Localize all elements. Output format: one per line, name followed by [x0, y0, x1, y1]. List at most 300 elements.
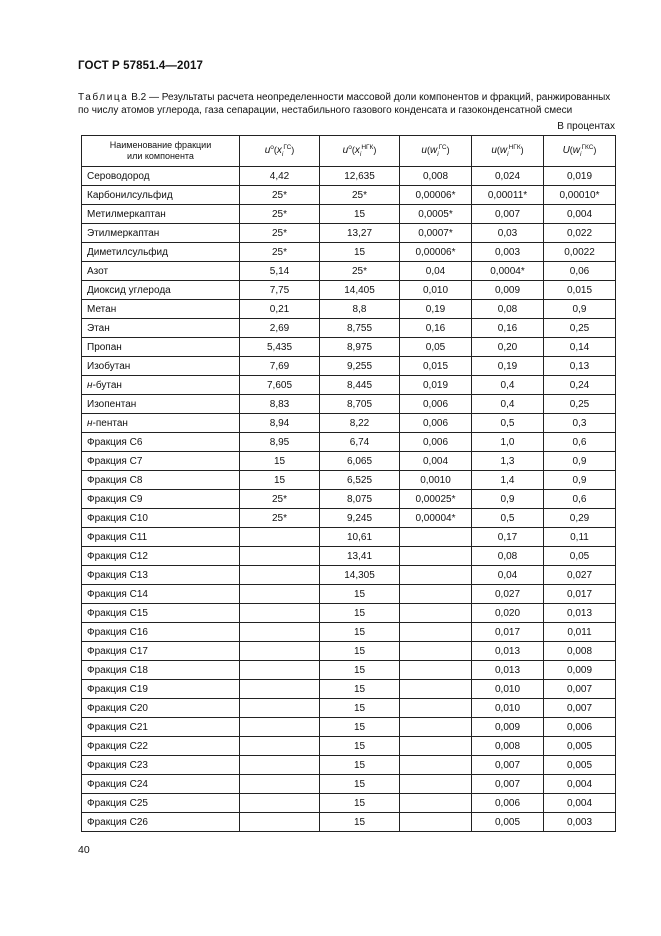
row-value-cell: 0,013	[472, 661, 544, 680]
row-name-cell	[82, 604, 240, 623]
row-value-cell: 0,9	[544, 300, 616, 319]
row-value-cell: 0,05	[544, 547, 616, 566]
row-value-cell: 8,075	[320, 490, 400, 509]
table-row	[82, 528, 616, 547]
results-table	[81, 135, 616, 832]
row-value-cell: 0,007	[544, 699, 616, 718]
row-value-cell: 25*	[240, 509, 320, 528]
header-sup: ГС	[438, 144, 447, 152]
row-value-cell: 0,00025*	[400, 490, 472, 509]
row-value-cell: 0,008	[544, 642, 616, 661]
row-value-cell: 15	[320, 623, 400, 642]
row-value-cell	[240, 642, 320, 661]
row-value-cell: 15	[240, 452, 320, 471]
row-value-cell: 0,20	[472, 338, 544, 357]
row-name: Диметилсульфид	[87, 246, 168, 258]
row-value-cell: 15	[320, 661, 400, 680]
row-value-cell	[240, 623, 320, 642]
row-value-cell: 0,003	[472, 243, 544, 262]
row-value-cell: 0,00006*	[400, 243, 472, 262]
header-sub: i	[507, 150, 509, 158]
header-var: w	[499, 145, 508, 157]
table-row	[82, 281, 616, 300]
row-value-cell: 0,015	[400, 357, 472, 376]
row-value-cell: 0,006	[400, 433, 472, 452]
table-row	[82, 224, 616, 243]
row-value-cell: 0,004	[544, 775, 616, 794]
row-value-cell: 0,003	[544, 813, 616, 832]
header-sup1: о	[348, 144, 352, 152]
row-value-cell: 0,017	[472, 623, 544, 642]
row-name: Фракция С16	[87, 626, 148, 638]
row-value-cell	[400, 813, 472, 832]
row-value-cell: 15	[320, 699, 400, 718]
row-value-cell	[240, 528, 320, 547]
row-name-cell	[82, 243, 240, 262]
row-value-cell: 5,14	[240, 262, 320, 281]
header-col-1	[240, 136, 320, 167]
row-value-cell	[240, 566, 320, 585]
row-value-cell: 0,00004*	[400, 509, 472, 528]
row-value-cell: 25*	[320, 262, 400, 281]
row-value-cell: 13,27	[320, 224, 400, 243]
row-value-cell: 25*	[240, 186, 320, 205]
row-value-cell: 0,6	[544, 433, 616, 452]
row-value-cell: 0,013	[472, 642, 544, 661]
row-value-cell: 0,004	[544, 205, 616, 224]
row-value-cell: 0,0004*	[472, 262, 544, 281]
row-value-cell: 9,255	[320, 357, 400, 376]
row-name: Фракция С21	[87, 721, 148, 733]
table-row	[82, 680, 616, 699]
row-name: Фракция С18	[87, 664, 148, 676]
header-sym: u	[264, 145, 271, 157]
row-value-cell: 1,0	[472, 433, 544, 452]
row-value-cell: 0,19	[472, 357, 544, 376]
row-value-cell: 15	[320, 680, 400, 699]
row-value-cell: 0,010	[472, 680, 544, 699]
row-value-cell: 14,405	[320, 281, 400, 300]
row-value-cell: 0,005	[544, 737, 616, 756]
row-value-cell: 15	[240, 471, 320, 490]
header-sup: ГКС	[581, 144, 594, 152]
table-row	[82, 243, 616, 262]
row-value-cell: 0,25	[544, 319, 616, 338]
row-value-cell: 0,006	[400, 414, 472, 433]
row-value-cell: 8,83	[240, 395, 320, 414]
row-value-cell: 0,006	[544, 718, 616, 737]
header-open: (	[426, 145, 430, 156]
row-value-cell: 8,705	[320, 395, 400, 414]
row-name: Азот	[87, 265, 109, 277]
row-name-cell	[82, 167, 240, 186]
header-sub: i	[359, 150, 362, 158]
row-name: Фракция С20	[87, 702, 148, 714]
header-sup: ГС	[283, 144, 292, 152]
row-name-cell	[82, 471, 240, 490]
row-name: Фракция С14	[87, 588, 148, 600]
row-name-cell	[82, 224, 240, 243]
row-name-prefix: н	[87, 379, 93, 391]
header-sym: u	[342, 145, 349, 157]
row-value-cell: 0,00006*	[400, 186, 472, 205]
row-value-cell: 0,6	[544, 490, 616, 509]
row-value-cell: 6,525	[320, 471, 400, 490]
row-name-cell	[82, 623, 240, 642]
row-value-cell: 0,08	[472, 300, 544, 319]
table-row	[82, 775, 616, 794]
header-name-line2: или компонента	[127, 151, 194, 161]
table-row	[82, 794, 616, 813]
row-name: Фракция С26	[87, 816, 148, 828]
row-value-cell: 5,435	[240, 338, 320, 357]
row-value-cell: 15	[320, 756, 400, 775]
row-name-cell	[82, 376, 240, 395]
row-value-cell: 15	[320, 737, 400, 756]
header-sub: i	[437, 150, 439, 158]
row-value-cell: 8,95	[240, 433, 320, 452]
row-value-cell: 0,03	[472, 224, 544, 243]
table-row	[82, 623, 616, 642]
header-sup1: о	[270, 144, 274, 152]
row-value-cell: 0,005	[544, 756, 616, 775]
row-value-cell: 0,010	[400, 281, 472, 300]
page-number: 40	[78, 844, 90, 856]
row-value-cell	[400, 566, 472, 585]
row-name-cell	[82, 566, 240, 585]
row-value-cell: 0,009	[472, 718, 544, 737]
header-col-2	[320, 136, 400, 167]
header-var: x	[276, 145, 282, 157]
row-value-cell	[400, 661, 472, 680]
row-value-cell: 0,009	[544, 661, 616, 680]
row-name-cell	[82, 680, 240, 699]
row-name: Диоксид углерода	[87, 284, 171, 296]
row-value-cell	[400, 680, 472, 699]
table-row	[82, 471, 616, 490]
row-name-cell	[82, 585, 240, 604]
row-value-cell: 7,605	[240, 376, 320, 395]
table-row	[82, 167, 616, 186]
row-value-cell: 10,61	[320, 528, 400, 547]
row-value-cell: 15	[320, 794, 400, 813]
row-value-cell: 0,017	[544, 585, 616, 604]
row-value-cell	[400, 737, 472, 756]
header-sym: u	[421, 145, 427, 157]
row-value-cell: 1,4	[472, 471, 544, 490]
row-value-cell: 0,015	[544, 281, 616, 300]
caption-number: В.2	[131, 92, 147, 103]
table-row	[82, 395, 616, 414]
table-row	[82, 186, 616, 205]
row-value-cell: 0,5	[472, 414, 544, 433]
row-value-cell: 0,004	[400, 452, 472, 471]
row-value-cell: 8,755	[320, 319, 400, 338]
row-name: Фракция С25	[87, 797, 148, 809]
row-name-cell	[82, 737, 240, 756]
row-value-cell: 0,0007*	[400, 224, 472, 243]
row-value-cell: 0,0010	[400, 471, 472, 490]
row-name: Фракция С22	[87, 740, 148, 752]
caption-text: — Результаты расчета неопределенности массовой доли компонентов и фракций, ранжированных по числу атомов углерода, газа сепарации, нестабильного газового конденсата и газоконденсатной смеси	[78, 92, 611, 116]
table-row	[82, 300, 616, 319]
header-sup: НГК	[361, 144, 374, 152]
table-row	[82, 756, 616, 775]
standard-header: ГОСТ Р 57851.4—2017	[78, 60, 203, 72]
row-value-cell	[400, 623, 472, 642]
row-value-cell: 0,009	[472, 281, 544, 300]
row-name: Изобутан	[87, 360, 131, 372]
row-name-cell	[82, 490, 240, 509]
header-sym: U	[562, 145, 570, 157]
row-name-cell	[82, 452, 240, 471]
row-name-cell	[82, 661, 240, 680]
row-name: Фракция С23	[87, 759, 148, 771]
row-name: Фракция С19	[87, 683, 148, 695]
row-value-cell: 15	[320, 205, 400, 224]
row-name-cell	[82, 699, 240, 718]
row-value-cell	[240, 775, 320, 794]
row-name-cell	[82, 281, 240, 300]
row-value-cell: 0,16	[400, 319, 472, 338]
header-col-3	[400, 136, 472, 167]
table-row	[82, 661, 616, 680]
row-value-cell	[400, 547, 472, 566]
row-value-cell: 15	[320, 585, 400, 604]
table-row	[82, 262, 616, 281]
row-value-cell: 12,635	[320, 167, 400, 186]
row-name-cell	[82, 262, 240, 281]
row-value-cell: 1,3	[472, 452, 544, 471]
table-row	[82, 338, 616, 357]
row-name: -бутан	[92, 379, 122, 391]
row-value-cell: 0,3	[544, 414, 616, 433]
row-value-cell: 15	[320, 642, 400, 661]
row-value-cell	[400, 775, 472, 794]
header-col-5	[544, 136, 616, 167]
row-value-cell	[240, 718, 320, 737]
row-name-cell	[82, 357, 240, 376]
table-row	[82, 699, 616, 718]
row-value-cell: 6,74	[320, 433, 400, 452]
row-value-cell: 8,445	[320, 376, 400, 395]
row-value-cell: 0,24	[544, 376, 616, 395]
header-close: )	[291, 145, 295, 156]
row-value-cell	[240, 547, 320, 566]
row-value-cell: 0,06	[544, 262, 616, 281]
row-value-cell	[240, 813, 320, 832]
header-sub: i	[281, 150, 284, 158]
table-row	[82, 547, 616, 566]
row-name: Этилмеркаптан	[87, 227, 160, 239]
row-value-cell: 0,14	[544, 338, 616, 357]
row-name: Фракция С9	[87, 493, 143, 505]
row-name: Метилмеркаптан	[87, 208, 166, 220]
row-name-cell	[82, 528, 240, 547]
row-value-cell: 15	[320, 243, 400, 262]
header-sym: u	[491, 145, 497, 157]
header-close: )	[520, 145, 524, 156]
row-name: Карбонилсульфид	[87, 189, 173, 201]
row-value-cell: 0,024	[472, 167, 544, 186]
table-row	[82, 433, 616, 452]
header-open: (	[496, 145, 500, 156]
row-value-cell: 0,022	[544, 224, 616, 243]
row-name-cell	[82, 794, 240, 813]
row-name-cell	[82, 509, 240, 528]
row-value-cell: 0,0022	[544, 243, 616, 262]
row-value-cell: 0,005	[472, 813, 544, 832]
table-row	[82, 642, 616, 661]
header-var: w	[429, 145, 438, 157]
row-value-cell	[400, 718, 472, 737]
header-open: (	[569, 145, 573, 156]
row-value-cell: 15	[320, 775, 400, 794]
row-value-cell: 0,008	[472, 737, 544, 756]
row-value-cell: 0,0005*	[400, 205, 472, 224]
row-value-cell: 0,006	[400, 395, 472, 414]
row-value-cell: 15	[320, 604, 400, 623]
row-name: Фракция С7	[87, 455, 143, 467]
row-value-cell: 13,41	[320, 547, 400, 566]
row-name-cell	[82, 395, 240, 414]
row-value-cell: 0,020	[472, 604, 544, 623]
row-value-cell: 0,019	[544, 167, 616, 186]
row-value-cell: 25*	[240, 490, 320, 509]
header-close: )	[593, 145, 597, 156]
row-value-cell	[400, 756, 472, 775]
row-name-cell	[82, 813, 240, 832]
row-value-cell: 0,013	[544, 604, 616, 623]
row-value-cell	[400, 699, 472, 718]
row-value-cell	[240, 699, 320, 718]
row-name: -пентан	[92, 417, 128, 429]
row-value-cell: 7,75	[240, 281, 320, 300]
row-value-cell	[400, 585, 472, 604]
row-value-cell: 0,010	[472, 699, 544, 718]
header-name-line1: Наименование фракции	[109, 140, 212, 150]
table-row	[82, 376, 616, 395]
table-row	[82, 604, 616, 623]
row-name: Фракция С24	[87, 778, 148, 790]
row-value-cell: 0,9	[544, 471, 616, 490]
header-sup: НГК	[508, 144, 521, 152]
row-value-cell: 0,08	[472, 547, 544, 566]
table-body	[82, 167, 616, 832]
row-value-cell: 0,11	[544, 528, 616, 547]
row-value-cell	[400, 794, 472, 813]
row-value-cell: 0,9	[472, 490, 544, 509]
row-value-cell	[240, 661, 320, 680]
row-value-cell: 2,69	[240, 319, 320, 338]
table-row	[82, 509, 616, 528]
row-name-cell	[82, 756, 240, 775]
row-name: Фракция С6	[87, 436, 143, 448]
row-name-cell	[82, 642, 240, 661]
row-value-cell: 6,065	[320, 452, 400, 471]
row-value-cell: 0,04	[472, 566, 544, 585]
row-value-cell: 0,16	[472, 319, 544, 338]
row-name: Фракция С10	[87, 512, 148, 524]
table-row	[82, 414, 616, 433]
row-value-cell: 0,13	[544, 357, 616, 376]
row-value-cell: 0,29	[544, 509, 616, 528]
row-value-cell	[240, 604, 320, 623]
row-name-cell	[82, 205, 240, 224]
row-value-cell: 0,019	[400, 376, 472, 395]
row-name: Метан	[87, 303, 117, 315]
row-value-cell: 0,006	[472, 794, 544, 813]
row-name: Этан	[87, 322, 110, 334]
row-value-cell: 0,04	[400, 262, 472, 281]
row-value-cell: 8,975	[320, 338, 400, 357]
row-value-cell: 0,004	[544, 794, 616, 813]
header-var: x	[354, 145, 360, 157]
table-row	[82, 585, 616, 604]
row-name-cell	[82, 433, 240, 452]
row-name-prefix: н	[87, 417, 93, 429]
row-value-cell	[240, 737, 320, 756]
table-row	[82, 452, 616, 471]
row-value-cell: 0,21	[240, 300, 320, 319]
row-value-cell: 15	[320, 813, 400, 832]
header-sub: i	[580, 150, 582, 158]
row-value-cell: 0,027	[544, 566, 616, 585]
table-caption	[78, 92, 618, 117]
row-value-cell: 0,05	[400, 338, 472, 357]
row-value-cell	[240, 794, 320, 813]
row-value-cell: 14,305	[320, 566, 400, 585]
row-value-cell	[240, 680, 320, 699]
row-value-cell: 9,245	[320, 509, 400, 528]
row-value-cell: 0,007	[472, 756, 544, 775]
units-note: В процентах	[557, 121, 615, 132]
row-value-cell: 0,5	[472, 509, 544, 528]
row-name: Фракция С15	[87, 607, 148, 619]
row-value-cell: 0,9	[544, 452, 616, 471]
row-name: Фракция С13	[87, 569, 148, 581]
header-col-4	[472, 136, 544, 167]
row-value-cell: 0,027	[472, 585, 544, 604]
table-row	[82, 319, 616, 338]
row-name: Изопентан	[87, 398, 137, 410]
row-name: Фракция С17	[87, 645, 148, 657]
row-name-cell	[82, 300, 240, 319]
table-row	[82, 566, 616, 585]
row-value-cell: 0,007	[472, 205, 544, 224]
table-row	[82, 490, 616, 509]
table-row	[82, 205, 616, 224]
row-name-cell	[82, 547, 240, 566]
table-row	[82, 357, 616, 376]
row-value-cell: 0,007	[544, 680, 616, 699]
row-value-cell	[240, 756, 320, 775]
row-value-cell: 0,00011*	[472, 186, 544, 205]
row-value-cell: 7,69	[240, 357, 320, 376]
row-value-cell: 4,42	[240, 167, 320, 186]
row-value-cell: 25*	[240, 243, 320, 262]
row-value-cell: 8,94	[240, 414, 320, 433]
row-value-cell: 8,8	[320, 300, 400, 319]
row-value-cell: 25*	[240, 205, 320, 224]
row-value-cell: 15	[320, 718, 400, 737]
row-value-cell: 0,17	[472, 528, 544, 547]
row-value-cell: 0,19	[400, 300, 472, 319]
row-value-cell: 0,00010*	[544, 186, 616, 205]
row-name-cell	[82, 338, 240, 357]
row-name: Сероводород	[87, 170, 150, 182]
header-name-column	[82, 136, 240, 167]
